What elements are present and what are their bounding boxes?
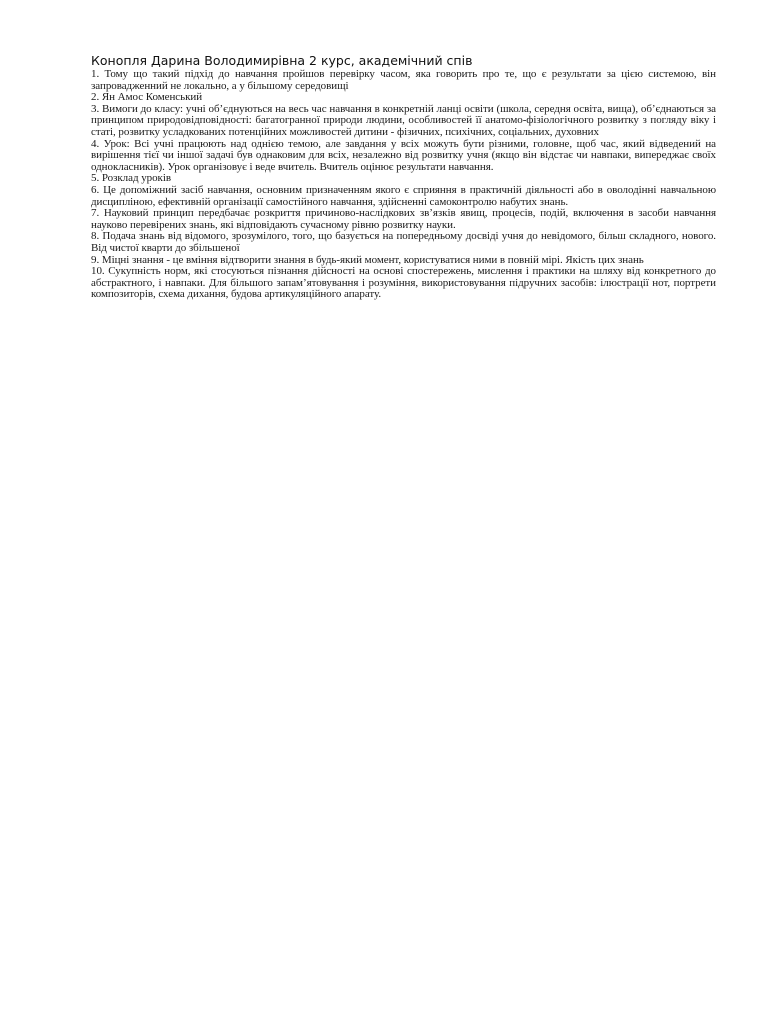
answer-3: 3. Вимоги до класу: учні об’єднуються на весь час навчання в конкретній ланці освіти (школа, середня освіта, вища), об’єднаються за принципом природовідповідності: багатогранної природи людини, особливостей її анатомо-фізіологічного розвитку з погляду віку і статі, розвитку усладкованих потенційних можливостей дитини - фізичних, психічних, соціальних, духовних <box>91 102 716 138</box>
document-title: Конопля Дарина Володимирівна 2 курс, академічний спів <box>91 53 473 68</box>
answer-8: 8. Подача знань від відомого, зрозумілого, того, що базується на попередньому досвіді учня до невідомого, більш складного, нового. Від чистої кварти до збільшеної <box>91 230 716 254</box>
answer-1: 1. Тому що такий підхід до навчання пройшов перевірку часом, яка говорить про те, що є результати за цією системою, він запровадженний не локально, а у більшому середовищі <box>91 68 716 92</box>
answers-list <box>91 69 716 301</box>
answer-5: 5. Розклад уроків <box>91 172 171 185</box>
answer-7: 7. Науковий принцип передбачає розкриття причиново-наслідкових зв’язків явищ, процесів, подій, включення в засоби навчання науково перевірених знань, які відповідають сучасному рівню розвитку науки. <box>91 207 716 231</box>
answer-4: 4. Урок: Всі учні працюють над однією темою, але завдання у всіх можуть бути різними, головне, щоб час, який відведений на вирішення тієї чи іншої задачі був однаковим для всіх, незалежно від розвитку учня (якщо він відстає чи навпаки, випереджає своїх однокласників). Урок організовує і веде вчитель. Вчитель оцінює результати навчання. <box>91 137 716 173</box>
answer-6: 6. Це допоміжний засіб навчання, основним призначенням якого є сприяння в практичній діяльності або в оволодінні навчальною дисципліною, ефективній організації самостійного навчання, здійсненні самоконтролю набутих знань. <box>91 183 716 208</box>
answer-9: 9. Міцні знання - це вміння відтворити знання в будь-який момент, користуватися ними в повній мірі. Якість цих знань <box>91 253 644 266</box>
document-page <box>91 53 716 301</box>
answer-10: 10. Сукупність норм, які стосуються пізнання дійсності на основі спостережень, мислення і практики на шляху від конкретного до абстрактного, і навпаки. Для більшого запам’ятовування і розуміння, використовування підручних засобів: ілюстрації нот, портрети композиторів, схема дихання, будова артикуляційного апарату. <box>91 265 716 301</box>
answer-2: 2. Ян Амос Коменський <box>91 91 203 104</box>
